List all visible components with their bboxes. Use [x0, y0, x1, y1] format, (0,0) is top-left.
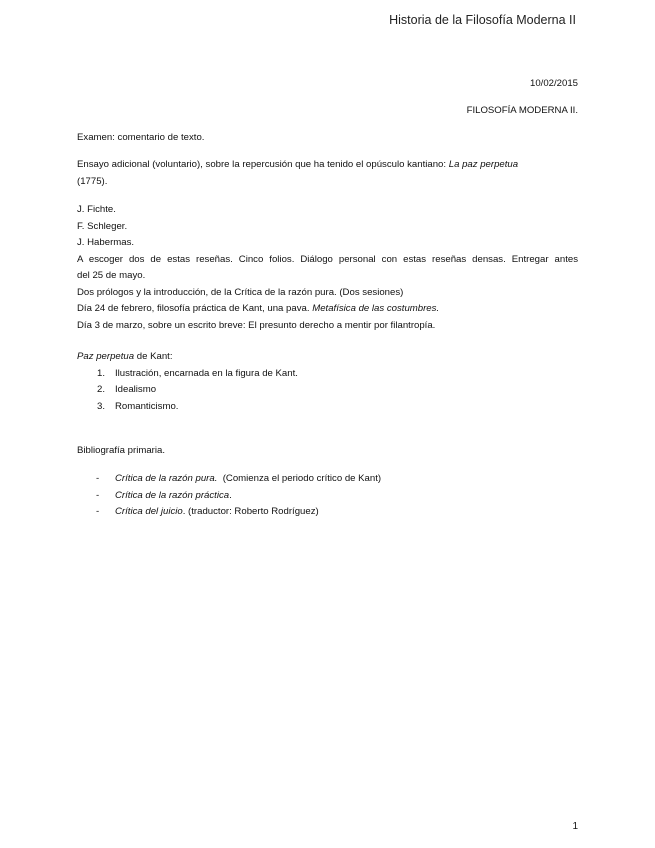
instruction-line: A escoger dos de estas reseñas. Cinco folios. Diálogo personal con estas reseñas densas. Entregar antes [77, 253, 578, 265]
list-text: Ilustración, encarnada en la figura de Kant. [115, 367, 298, 379]
authors-block [77, 202, 578, 334]
author-line: J. Habermas. [77, 237, 135, 248]
list-text [115, 488, 232, 505]
author-line: F. Schleger. [77, 220, 128, 232]
essay-year: (1775). [77, 175, 108, 187]
feb24-italic: Metafísica de las costumbres. [312, 303, 440, 314]
list-text: Romanticismo. [115, 400, 179, 412]
essay-text: Ensayo adicional (voluntario), sobre la repercusión que ha tenido el opúsculo kantiano: [77, 159, 449, 170]
list-marker: - [96, 473, 100, 484]
feb24-line [77, 301, 578, 318]
list-marker: 1. [97, 367, 106, 379]
list-marker: - [96, 506, 100, 517]
kant-heading [77, 349, 578, 366]
mar3-line: Día 3 de marzo, sobre un escrito breve: El presunto derecho a mentir por filantropía. [77, 319, 436, 331]
list-marker: - [96, 489, 100, 501]
bibliography-title: Bibliografía primaria. [77, 445, 165, 456]
book-note: (Comienza el periodo crítico de Kant) [217, 473, 382, 484]
bibliography-list [77, 471, 578, 521]
author-line: J. Fichte. [77, 204, 116, 215]
essay-paragraph [77, 157, 578, 190]
instruction-line: Dos prólogos y la introducción, de la Crítica de la razón pura. (Dos sesiones) [77, 286, 404, 298]
list-marker: 2. [97, 384, 106, 395]
list-text [115, 471, 381, 488]
list-item [77, 366, 578, 383]
page-number: 1 [572, 821, 578, 832]
book-note: . (traductor: Roberto Rodríguez) [182, 506, 319, 517]
bibliography-section [77, 471, 578, 521]
book-title: Crítica de la razón pura. [115, 473, 218, 484]
book-title: Crítica del juicio [115, 506, 183, 517]
kant-heading-rest: de Kant: [134, 351, 173, 362]
kant-heading-italic: Paz perpetua [77, 351, 135, 362]
book-title: Crítica de la razón práctica [115, 489, 230, 501]
list-marker: 3. [97, 400, 106, 412]
list-text [115, 504, 319, 521]
feb24-text: Día 24 de febrero, filosofía práctica de Kant, una pava. [77, 303, 313, 314]
document-date: 10/02/2015 [529, 78, 578, 89]
list-item [77, 504, 578, 521]
list-item [77, 382, 578, 399]
course-title: FILOSOFÍA MODERNA II. [466, 105, 578, 116]
book-note: . [229, 489, 232, 501]
kant-list [77, 366, 578, 416]
list-item [77, 488, 578, 505]
essay-title: La paz perpetua [448, 159, 519, 170]
list-text: Idealismo [115, 384, 157, 395]
kant-section [77, 349, 578, 415]
list-item [77, 471, 578, 488]
list-item [77, 399, 578, 416]
header-title: Historia de la Filosofía Moderna II [389, 13, 576, 27]
instruction-line: del 25 de mayo. [77, 270, 146, 281]
exam-line: Examen: comentario de texto. [77, 132, 205, 143]
